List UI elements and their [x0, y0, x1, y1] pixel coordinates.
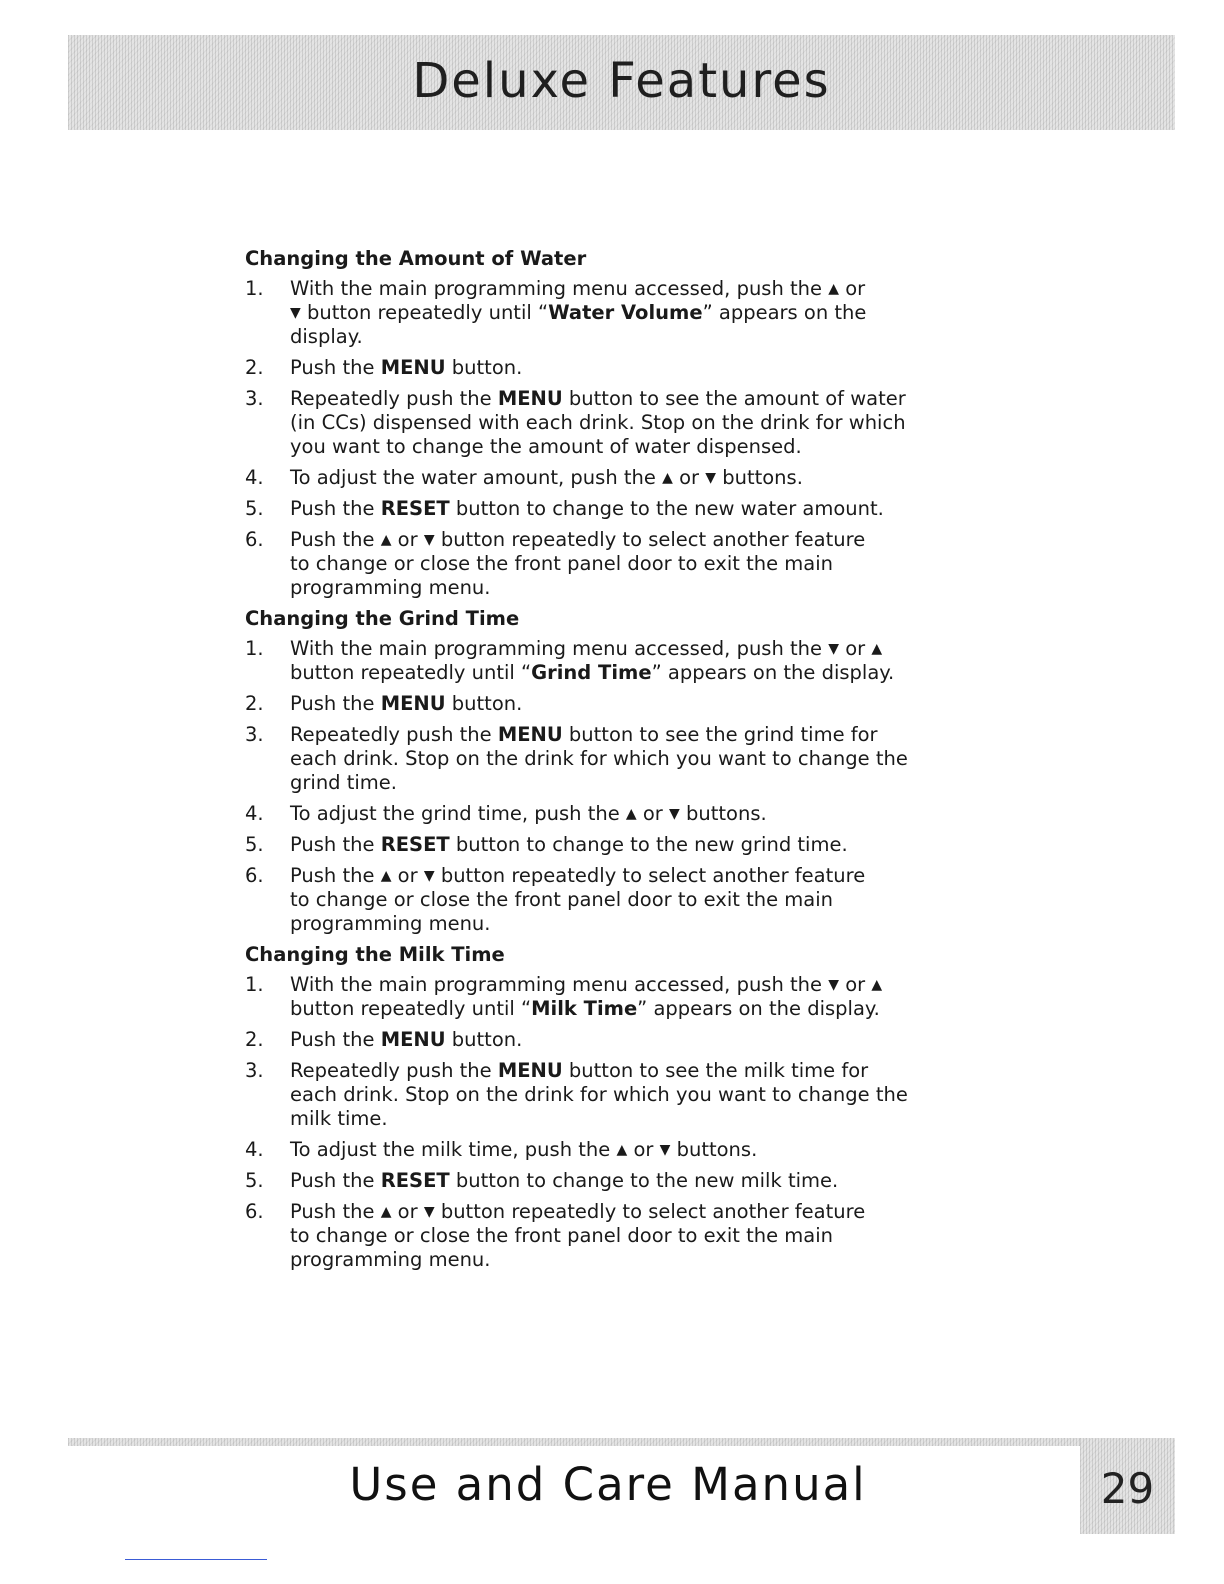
step-item [245, 1169, 945, 1193]
up-arrow-icon: ▲ [380, 1204, 392, 1220]
step-item [245, 973, 945, 1021]
step-number: 2. [245, 356, 264, 379]
step-text: With the main programming menu accessed, push the [290, 277, 829, 300]
step-text: Push the [290, 1028, 381, 1051]
step-text: button repeatedly until “ [290, 661, 532, 684]
step-text: To adjust the milk time, push the [290, 1138, 617, 1161]
step-number: 4. [245, 802, 264, 825]
down-arrow-icon: ▼ [828, 977, 840, 993]
step-text: button. [445, 692, 523, 715]
step-item [245, 723, 945, 795]
step-text: Push the [290, 864, 381, 887]
footer-title: Use and Care Manual [349, 1458, 867, 1511]
bold-term: MENU [380, 356, 446, 379]
step-text: grind time. [290, 771, 398, 794]
step-text: button. [445, 356, 523, 379]
step-text: or [839, 637, 872, 660]
step-text: display. [290, 325, 363, 348]
down-arrow-icon: ▼ [828, 641, 840, 657]
up-arrow-icon: ▲ [616, 1142, 628, 1158]
step-number: 6. [245, 528, 264, 551]
step-text: Repeatedly push the [290, 387, 498, 410]
bold-term: Water Volume [548, 301, 703, 324]
step-item [245, 387, 945, 459]
step-text: to change or close the front panel door to exit the main [290, 888, 834, 911]
step-item [245, 802, 945, 826]
step-number: 1. [245, 277, 264, 300]
step-text: you want to change the amount of water dispensed. [290, 435, 802, 458]
bold-term: RESET [380, 497, 450, 520]
step-item [245, 692, 945, 716]
step-item [245, 528, 945, 600]
step-text: button repeatedly to select another feature [434, 528, 866, 551]
step-list [245, 637, 945, 936]
down-arrow-icon: ▼ [290, 305, 301, 321]
step-number: 6. [245, 1200, 264, 1223]
step-item [245, 1059, 945, 1131]
step-text: or [839, 973, 872, 996]
bold-term: RESET [380, 1169, 450, 1192]
footer-rule [68, 1438, 1080, 1446]
down-arrow-icon: ▼ [669, 806, 680, 822]
step-item [245, 1028, 945, 1052]
step-item [245, 277, 945, 349]
step-number: 5. [245, 497, 264, 520]
step-list [245, 973, 945, 1272]
step-list [245, 277, 945, 600]
up-arrow-icon: ▲ [380, 868, 392, 884]
step-item [245, 864, 945, 936]
step-text: button repeatedly to select another feature [434, 1200, 866, 1223]
down-arrow-icon: ▼ [423, 1204, 435, 1220]
step-text: buttons. [679, 802, 767, 825]
step-text: programming menu. [290, 1248, 491, 1271]
step-text: each drink. Stop on the drink for which you want to change the [290, 747, 908, 770]
step-text: button repeatedly to select another feature [434, 864, 866, 887]
bold-term: MENU [497, 1059, 563, 1082]
step-number: 5. [245, 1169, 264, 1192]
up-arrow-icon: ▲ [871, 977, 883, 993]
bold-term: MENU [380, 1028, 446, 1051]
step-text: Repeatedly push the [290, 723, 498, 746]
step-text: (in CCs) dispensed with each drink. Stop on the drink for which [290, 411, 906, 434]
step-text: button to change to the new water amount. [449, 497, 884, 520]
up-arrow-icon: ▲ [828, 281, 840, 297]
bold-term: Grind Time [531, 661, 652, 684]
step-text: button repeatedly until “ [290, 997, 532, 1020]
step-item [245, 1200, 945, 1272]
up-arrow-icon: ▲ [662, 470, 673, 486]
section-heading: Changing the Grind Time [245, 607, 520, 630]
step-item [245, 466, 945, 490]
step-number: 6. [245, 864, 264, 887]
step-text: Repeatedly push the [290, 1059, 498, 1082]
section-heading: Changing the Milk Time [245, 943, 505, 966]
step-item [245, 497, 945, 521]
step-text: or [672, 466, 706, 489]
step-text: programming menu. [290, 912, 491, 935]
step-number: 3. [245, 1059, 264, 1082]
step-number: 2. [245, 1028, 264, 1051]
step-text: To adjust the grind time, push the [290, 802, 626, 825]
bold-term: Milk Time [531, 997, 638, 1020]
step-item [245, 637, 945, 685]
step-text: Push the [290, 528, 381, 551]
step-number: 1. [245, 637, 264, 660]
step-number: 4. [245, 466, 264, 489]
step-text: With the main programming menu accessed, push the [290, 637, 829, 660]
step-text: milk time. [290, 1107, 388, 1130]
step-number: 3. [245, 723, 264, 746]
step-text: button to see the amount of water [562, 387, 906, 410]
step-text: ” appears on the display. [637, 997, 880, 1020]
page-number-box [1080, 1438, 1175, 1534]
step-text: or [391, 1200, 424, 1223]
step-item [245, 833, 945, 857]
down-arrow-icon: ▼ [705, 470, 717, 486]
step-text: button repeatedly until “ [300, 301, 549, 324]
step-text: With the main programming menu accessed, push the [290, 973, 829, 996]
step-text: each drink. Stop on the drink for which you want to change the [290, 1083, 908, 1106]
instructions-content [245, 243, 945, 1279]
section-heading: Changing the Amount of Water [245, 247, 587, 270]
step-text: buttons. [670, 1138, 758, 1161]
step-text: button to see the grind time for [562, 723, 878, 746]
step-text: to change or close the front panel door to exit the main [290, 552, 834, 575]
step-text: Push the [290, 833, 381, 856]
up-arrow-icon: ▲ [625, 806, 637, 822]
step-text: Push the [290, 692, 381, 715]
step-text: To adjust the water amount, push the [290, 466, 663, 489]
page-title: Deluxe Features [412, 53, 831, 109]
step-number: 5. [245, 833, 264, 856]
step-text: or [627, 1138, 660, 1161]
page-number: 29 [1100, 1464, 1155, 1513]
step-text: Push the [290, 497, 381, 520]
header-band [68, 35, 1175, 130]
step-text: Push the [290, 1169, 381, 1192]
up-arrow-icon: ▲ [380, 532, 392, 548]
down-arrow-icon: ▼ [659, 1142, 671, 1158]
link-underline [125, 1559, 267, 1560]
bold-term: MENU [380, 692, 446, 715]
step-text: button. [445, 1028, 523, 1051]
step-number: 4. [245, 1138, 264, 1161]
step-text: to change or close the front panel door to exit the main [290, 1224, 834, 1247]
step-text: or [391, 528, 424, 551]
step-number: 1. [245, 973, 264, 996]
bold-term: MENU [497, 723, 563, 746]
up-arrow-icon: ▲ [871, 641, 883, 657]
step-item [245, 1138, 945, 1162]
bold-term: RESET [380, 833, 450, 856]
down-arrow-icon: ▼ [423, 532, 435, 548]
down-arrow-icon: ▼ [423, 868, 435, 884]
step-text: or [636, 802, 670, 825]
step-text: Push the [290, 356, 381, 379]
step-text: or [391, 864, 424, 887]
step-text: button to see the milk time for [562, 1059, 869, 1082]
step-text: ” appears on the display. [651, 661, 895, 684]
step-text: ” appears on the [702, 301, 867, 324]
step-text: button to change to the new milk time. [449, 1169, 839, 1192]
bold-term: MENU [497, 387, 563, 410]
step-text: or [839, 277, 866, 300]
step-number: 2. [245, 692, 264, 715]
step-text: Push the [290, 1200, 381, 1223]
step-text: buttons. [716, 466, 803, 489]
step-text: programming menu. [290, 576, 491, 599]
step-item [245, 356, 945, 380]
step-number: 3. [245, 387, 264, 410]
step-text: button to change to the new grind time. [449, 833, 848, 856]
